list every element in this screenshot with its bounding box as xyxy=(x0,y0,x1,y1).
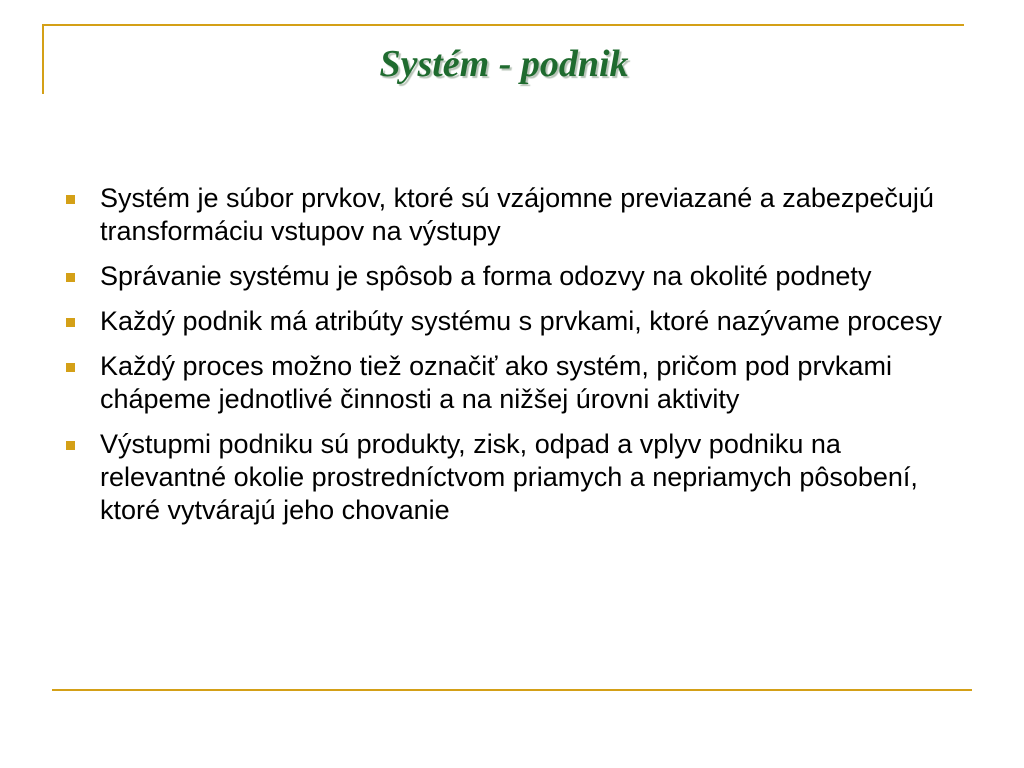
square-bullet-icon xyxy=(66,195,75,204)
bullet-item-2 xyxy=(60,260,970,293)
bullet-item-1 xyxy=(60,182,970,248)
bullet-item-4 xyxy=(60,350,970,416)
slide-title: Systém - podnik xyxy=(379,43,629,85)
bullet-item-3 xyxy=(60,305,970,338)
bullet-item-5 xyxy=(60,428,970,527)
bullet-list xyxy=(60,182,970,539)
bullet-text-3: Každý podnik má atribúty systému s prvkami, ktoré nazývame procesy xyxy=(100,306,942,336)
bullet-text-1: Systém je súbor prvkov, ktoré sú vzájomne previazané a zabezpečujú transformáciu vstupov na výstupy xyxy=(100,183,934,246)
bullet-text-5: Výstupmi podniku sú produkty, zisk, odpad a vplyv podniku na relevantné okolie prostredníctvom priamych a nepriamych pôsobení, ktoré vytvárajú jeho chovanie xyxy=(100,429,918,525)
square-bullet-icon xyxy=(66,441,75,450)
bullet-text-2: Správanie systému je spôsob a forma odozvy na okolité podnety xyxy=(100,261,872,291)
bottom-border-line xyxy=(52,689,972,691)
square-bullet-icon xyxy=(66,318,75,327)
square-bullet-icon xyxy=(66,363,75,372)
square-bullet-icon xyxy=(66,273,75,282)
bullet-text-4: Každý proces možno tiež označiť ako systém, pričom pod prvkami chápeme jednotlivé činnosti a na nižšej úrovni aktivity xyxy=(100,351,892,414)
top-border-line xyxy=(42,24,964,26)
